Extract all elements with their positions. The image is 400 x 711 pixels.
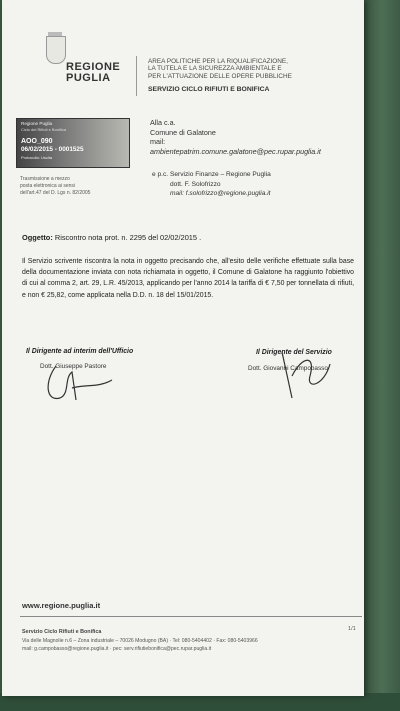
department-line1: AREA POLITICHE PER LA RIQUALIFICAZIONE,	[148, 58, 288, 65]
region-name-line2: PUGLIA	[66, 72, 111, 84]
stamp-line5: Protocollo: Uscita	[21, 155, 53, 160]
cc-mail: mail: f.solofrizzo@regione.puglia.it	[170, 190, 271, 197]
footer-website: www.regione.puglia.it	[22, 601, 101, 610]
recipient-block	[150, 118, 321, 156]
subject-label: Oggetto:	[22, 233, 53, 242]
footer-divider	[20, 616, 362, 617]
stamp-line1: Regione Puglia	[21, 121, 53, 126]
cc-block	[152, 170, 271, 199]
cc-line1: e p.c. Servizio Finanze – Regione Puglia	[152, 171, 271, 178]
page-number: 1/1	[348, 626, 356, 632]
letter-page	[2, 0, 364, 696]
right-signatory-name: Dott. Giovanni Campobasso	[248, 365, 328, 372]
stamp-line2: Ciclo dei Rifiuti e Bonifica	[21, 127, 67, 132]
stamp-code: AOO_090	[21, 138, 53, 145]
recipient-mail-label: mail:	[150, 137, 166, 146]
stamp-number: 06/02/2015 - 0001525	[21, 146, 84, 153]
footer-email: mail: g.campobasso@regione.puglia.it · pec: serv.rifiutiebonifica@pec.rupar.puglia.it	[22, 646, 212, 652]
cc-name: dott. F. Solofrizzo	[170, 180, 221, 188]
left-signatory-name: Dott. Giuseppe Pastore	[40, 363, 107, 370]
recipient-mail: ambientepatrim.comune.galatone@pec.rupar.puglia.it	[150, 146, 321, 156]
footer-address: Via delle Magnolie n.6 – Zona industriale – 70026 Modugno (BA) · Tel: 080-5404402 · Fax: 080-5403966	[22, 638, 258, 644]
service-name: SERVIZIO CICLO RIFIUTI E BONIFICA	[148, 86, 270, 93]
recipient-name: Comune di Galatone	[150, 127, 216, 137]
region-name-line1: REGIONE	[66, 61, 121, 73]
right-signatory-title: Il Dirigente del Servizio	[256, 349, 332, 356]
transmission-line3: dell'art.47 del D. Lgs n. 82/2005	[20, 190, 91, 196]
transmission-line1: Trasmissione a mezzo	[20, 176, 70, 182]
protocol-stamp	[16, 118, 130, 168]
department-name	[148, 58, 292, 80]
subject-text: Riscontro nota prot. n. 2295 del 02/02/2015 .	[54, 233, 202, 242]
left-signature-mark	[42, 358, 122, 408]
department-line3: PER L'ATTUAZIONE DELLE OPERE PUBBLICHE	[148, 72, 292, 80]
transmission-note	[20, 176, 90, 197]
subject-line	[22, 233, 201, 242]
recipient-salutation: Alla c.a.	[150, 118, 176, 127]
region-emblem-icon	[46, 36, 66, 64]
footer-service: Servizio Ciclo Rifiuti e Bonifica	[22, 629, 102, 635]
left-signatory-title: Il Dirigente ad interim dell'Ufficio	[26, 348, 134, 355]
department-line2: LA TUTELA E LA SICUREZZA AMBIENTALE E	[148, 65, 282, 73]
letter-body: Il Servizio scrivente riscontra la nota in oggetto precisando che, all'esito delle verifiche effettuate sulla base della documentazione inviata con nota richiamata in oggetto, il Comune di Galatone ha raggiunto l'obiettivo di cui al comma 2, art. 29, L.R. 45/2013, applicando per l'anno 2014 la tariffa di € 7,50 per tonnellata di rifiuti, e non € 25,82, come applicata nella D.D. n. 18 del 15/01/2015.	[22, 258, 354, 299]
right-signature-mark	[272, 346, 342, 402]
transmission-line2: posta elettronica ai sensi	[20, 183, 76, 189]
header-divider	[136, 56, 137, 96]
region-logo-text	[66, 62, 120, 84]
